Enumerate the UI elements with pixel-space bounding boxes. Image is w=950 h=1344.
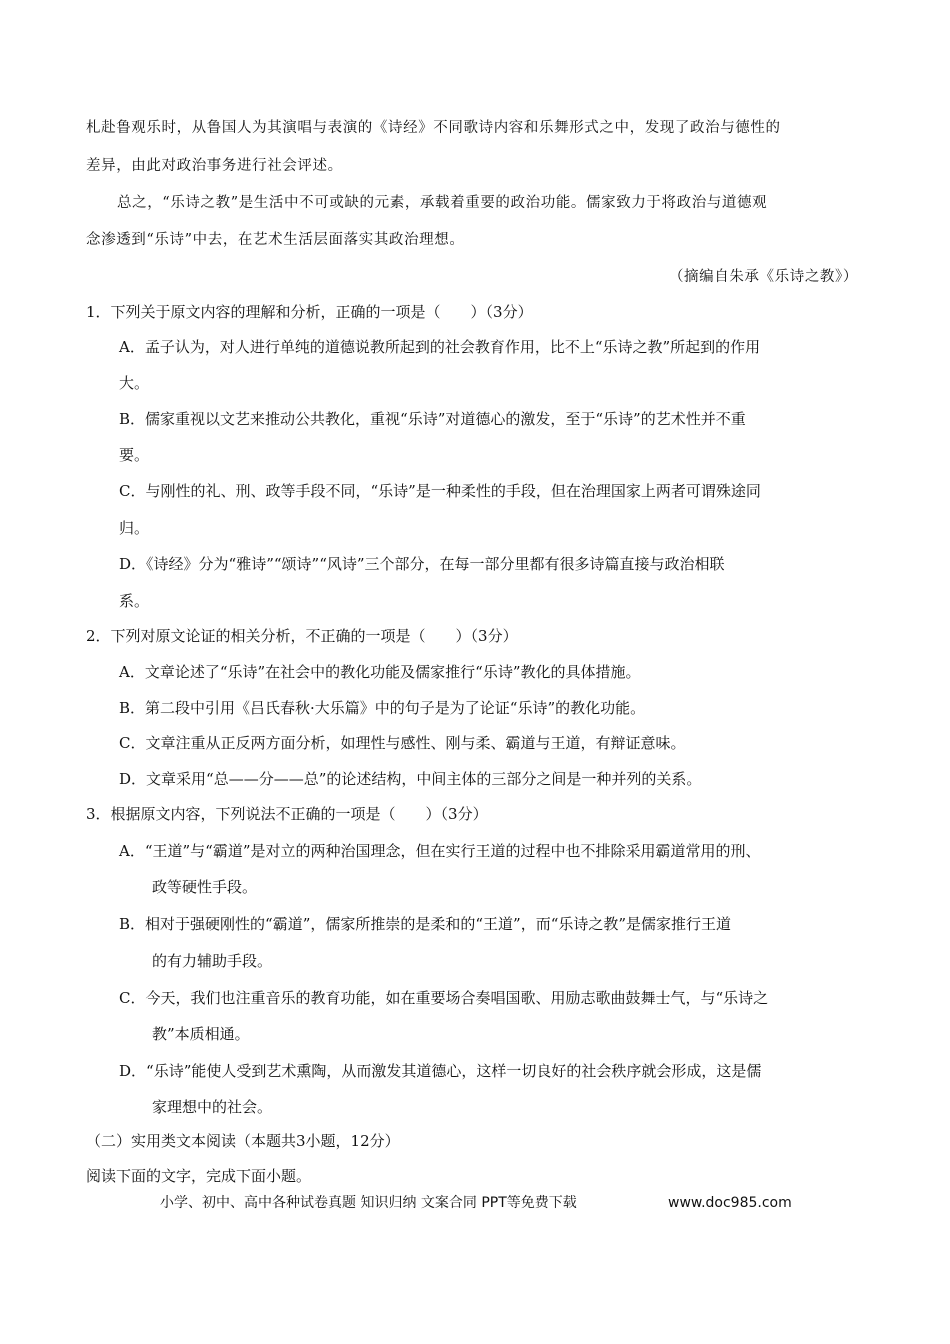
question-stem: 1．下列关于原文内容的理解和分析，正确的一项是（ ）（3分） bbox=[86, 303, 533, 321]
option-d-line-1: D．文章采用“总——分——总”的论述结构，中间主体的三部分之间是一种并列的关系。 bbox=[119, 770, 702, 788]
section-heading: （二）实用类文本阅读（本题共3小题，12分） bbox=[86, 1132, 400, 1150]
option-d-line-1: D．《诗经》分为“雅诗”“颂诗”“风诗”三个部分，在每一部分里都有很多诗篇直接与政治相联 bbox=[119, 555, 725, 573]
option-c-line-1: C．今天，我们也注重音乐的教育功能，如在重要场合奏唱国歌、用励志歌曲鼓舞士气，与“乐诗之 bbox=[119, 989, 769, 1007]
passage-line: 差异，由此对政治事务进行社会评述。 bbox=[86, 158, 343, 174]
option-b-line-2: 要。 bbox=[119, 446, 150, 464]
section-instruction: 阅读下面的文字，完成下面小题。 bbox=[86, 1167, 312, 1185]
option-d-line-2: 家理想中的社会。 bbox=[152, 1098, 273, 1116]
option-d-line-2: 系。 bbox=[119, 592, 150, 610]
option-a-line-1: A．“王道”与“霸道”是对立的两种治国理念，但在实行王道的过程中也不排除采用霸道常用的刑、 bbox=[119, 842, 761, 860]
option-b-line-1: B．第二段中引用《吕氏春秋·大乐篇》中的句子是为了论证“乐诗”的教化功能。 bbox=[119, 699, 646, 717]
footer-link[interactable]: www.doc985.com bbox=[668, 1195, 792, 1211]
option-c-line-1: C．文章注重从正反两方面分析，如理性与感性、刚与柔、霸道与王道，有辩证意味。 bbox=[119, 734, 686, 752]
option-c-line-1: C．与刚性的礼、刑、政等手段不同，“乐诗”是一种柔性的手段，但在治理国家上两者可谓殊途同 bbox=[119, 482, 761, 500]
passage-line: 札赴鲁观乐时，从鲁国人为其演唱与表演的《诗经》不同歌诗内容和乐舞形式之中，发现了政治与德性的 bbox=[86, 120, 781, 136]
option-b-line-1: B．相对于强硬刚性的“霸道”，儒家所推崇的是柔和的“王道”，而“乐诗之教”是儒家推行王道 bbox=[119, 915, 732, 933]
option-b-line-2: 的有力辅助手段。 bbox=[152, 952, 273, 970]
passage-source: （摘编自朱承《乐诗之教》） bbox=[668, 269, 858, 285]
option-a-line-1: A．孟子认为，对人进行单纯的道德说教所起到的社会教育作用，比不上“乐诗之教”所起到的作用 bbox=[119, 338, 761, 356]
question-stem: 2．下列对原文论证的相关分析，不正确的一项是（ ）（3分） bbox=[86, 627, 518, 645]
option-d-line-1: D．“乐诗”能使人受到艺术熏陶，从而激发其道德心，这样一切良好的社会秩序就会形成，这是儒 bbox=[119, 1062, 762, 1080]
option-a-line-2: 大。 bbox=[119, 374, 150, 392]
option-a-line-1: A．文章论述了“乐诗”在社会中的教化功能及儒家推行“乐诗”教化的具体措施。 bbox=[119, 663, 641, 681]
passage-line: 总之，“乐诗之教”是生活中不可或缺的元素，承载着重要的政治功能。儒家致力于将政治与道德观 bbox=[117, 195, 768, 211]
option-a-line-2: 政等硬性手段。 bbox=[152, 878, 258, 896]
option-c-line-2: 教”本质相通。 bbox=[152, 1025, 250, 1043]
option-b-line-1: B．儒家重视以文艺来推动公共教化，重视“乐诗”对道德心的激发，至于“乐诗”的艺术性并不重 bbox=[119, 410, 746, 428]
footer-text: 小学、初中、高中各种试卷真题 知识归纳 文案合同 PPT等免费下载 bbox=[160, 1195, 577, 1211]
passage-line: 念渗透到“乐诗”中去，在艺术生活层面落实其政治理想。 bbox=[86, 232, 465, 248]
question-stem: 3．根据原文内容，下列说法不正确的一项是（ ）（3分） bbox=[86, 805, 488, 823]
option-c-line-2: 归。 bbox=[119, 519, 150, 537]
